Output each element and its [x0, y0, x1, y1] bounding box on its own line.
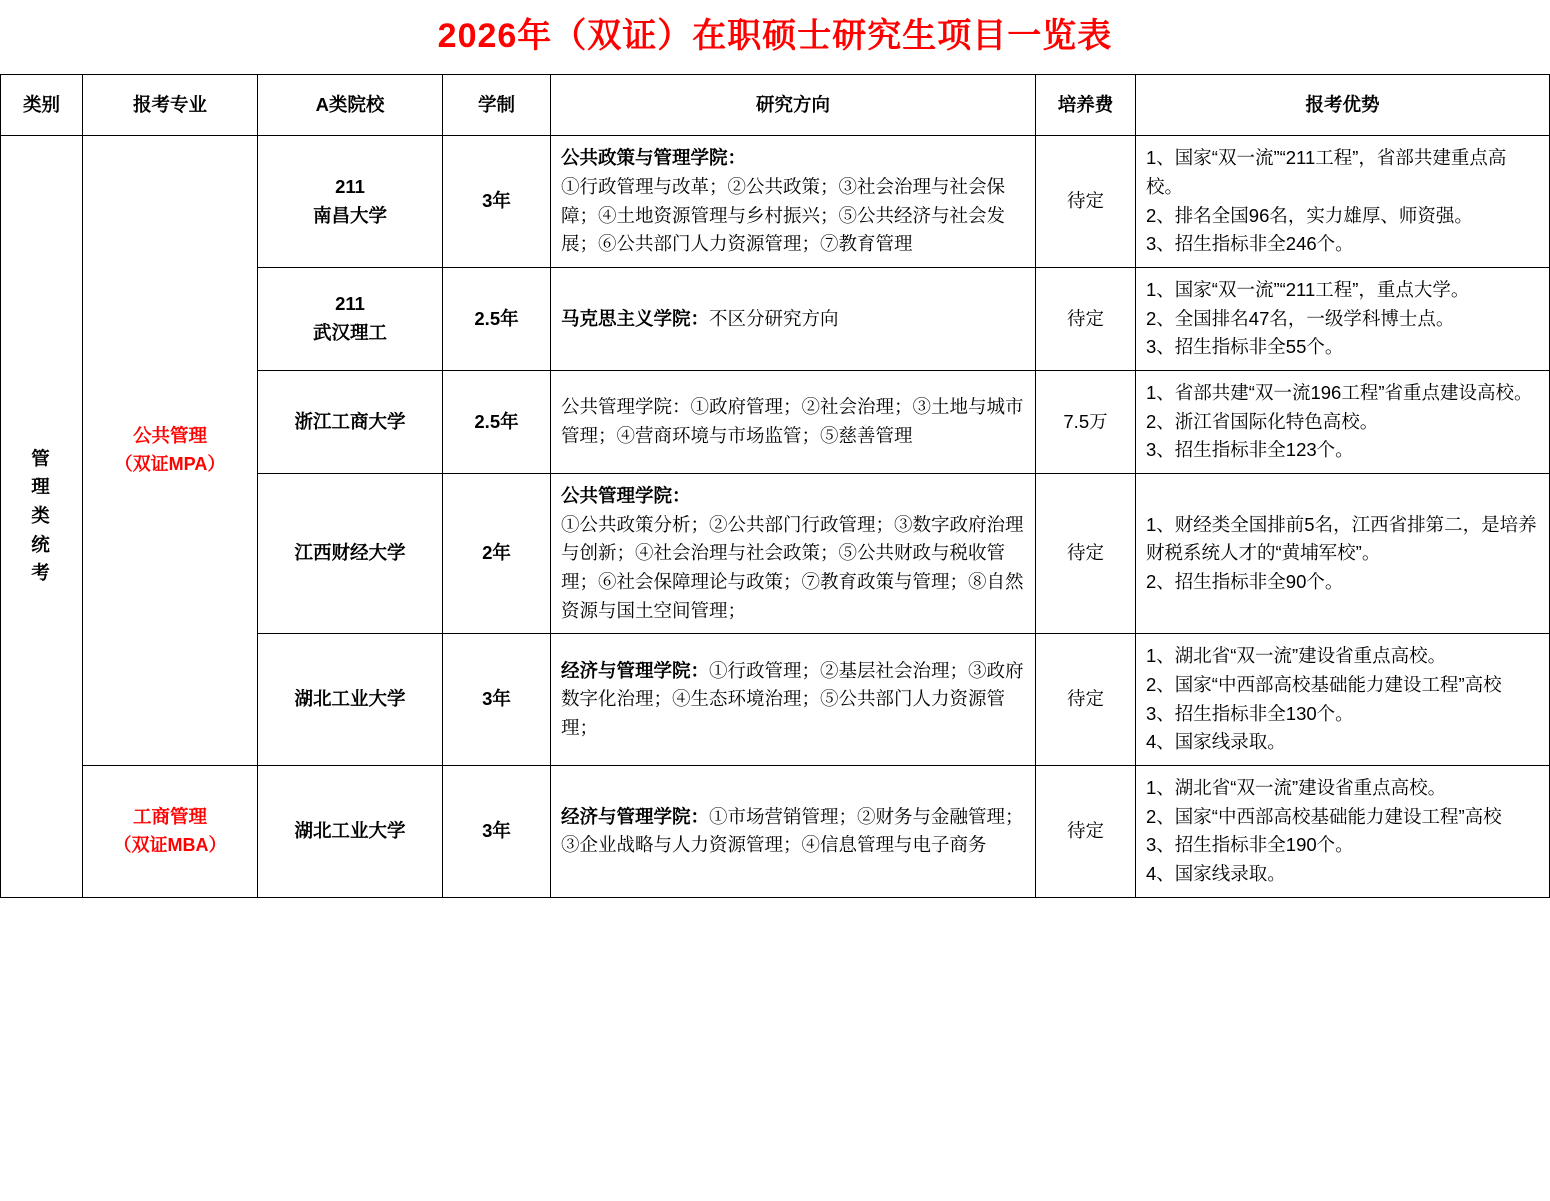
school-cell: 江西财经大学	[258, 473, 443, 633]
school-cell	[258, 136, 443, 268]
duration-cell: 3年	[443, 634, 551, 766]
advantage-line: 2、浙江省国际化特色高校。	[1146, 410, 1379, 432]
school-cell: 湖北工业大学	[258, 765, 443, 897]
column-header-school: A类院校	[258, 75, 443, 136]
direction-body: ①公共政策分析；②公共部门行政管理；③数字政府治理与创新；④社会治理与社会政策；⑤公共财政与税收管理；⑥社会保障理论与政策；⑦教育政策与管理；⑧自然资源与国土空间管理；	[561, 513, 1024, 621]
table-header	[1, 75, 1550, 136]
advantage-line: 3、招生指标非全123个。	[1146, 439, 1354, 461]
category-cell	[1, 136, 83, 897]
direction-cell	[551, 765, 1036, 897]
direction-cell	[551, 267, 1036, 370]
advantages-cell	[1136, 765, 1550, 897]
advantage-line: 1、湖北省“双一流”建设省重点高校。	[1146, 776, 1447, 798]
advantages-cell	[1136, 473, 1550, 633]
page-title: 2026年（双证）在职硕士研究生项目一览表	[437, 17, 1113, 55]
direction-body: ①行政管理；②基层社会治理；③政府数字化治理；④生态环境治理；⑤公共部门人力资源管理；	[561, 659, 1024, 738]
advantage-line: 3、招生指标非全190个。	[1146, 834, 1354, 856]
major-name: 工商管理	[132, 806, 207, 828]
school-cell	[258, 267, 443, 370]
tuition-cell: 待定	[1036, 267, 1136, 370]
direction-body: 不区分研究方向	[709, 307, 839, 329]
column-header-advantages: 报考优势	[1136, 75, 1550, 136]
advantage-line: 1、国家“双一流”“211工程”，重点大学。	[1146, 278, 1470, 300]
direction-lead: 经济与管理学院：	[561, 805, 710, 827]
table-row	[1, 765, 1550, 897]
duration-cell: 2.5年	[443, 267, 551, 370]
column-header-major: 报考专业	[83, 75, 258, 136]
school-name: 南昌大学	[312, 204, 387, 226]
advantages-cell	[1136, 267, 1550, 370]
school-tag: 211	[335, 175, 365, 197]
tuition-cell: 待定	[1036, 473, 1136, 633]
advantage-line: 3、招生指标非全55个。	[1146, 336, 1344, 358]
direction-lead: 经济与管理学院：	[561, 659, 710, 681]
advantage-line: 3、招生指标非全130个。	[1146, 702, 1354, 724]
advantage-line: 2、排名全国96名，实力雄厚、师资强。	[1146, 204, 1473, 226]
tuition-cell: 待定	[1036, 136, 1136, 268]
table-header-row	[1, 75, 1550, 136]
direction-cell: 公共管理学院：①政府管理；②社会治理；③土地与城市管理；④营商环境与市场监管；⑤慈善管理	[551, 370, 1036, 473]
direction-lead: 公共政策与管理学院：	[561, 147, 747, 169]
category-label: 管理类统考	[31, 447, 52, 584]
major-subtitle: （双证MBA）	[113, 834, 227, 855]
programs-table	[0, 74, 1550, 897]
table-row	[1, 136, 1550, 268]
major-name: 公共管理	[132, 425, 207, 447]
advantage-line: 1、省部共建“双一流196工程”省重点建设高校。	[1146, 381, 1533, 403]
advantage-line: 1、国家“双一流”“211工程”，省部共建重点高校。	[1146, 147, 1507, 197]
duration-cell: 2.5年	[443, 370, 551, 473]
column-header-category: 类别	[1, 75, 83, 136]
direction-body: ①市场营销管理；②财务与金融管理；③企业战略与人力资源管理；④信息管理与电子商务	[561, 805, 1024, 856]
advantage-line: 1、湖北省“双一流”建设省重点高校。	[1146, 645, 1447, 667]
column-header-duration: 学制	[443, 75, 551, 136]
school-cell: 湖北工业大学	[258, 634, 443, 766]
advantage-line: 4、国家线录取。	[1146, 731, 1286, 753]
table-body	[1, 136, 1550, 897]
advantage-line: 2、国家“中西部高校基础能力建设工程”高校	[1146, 673, 1502, 695]
tuition-cell: 7.5万	[1036, 370, 1136, 473]
school-name: 武汉理工	[312, 321, 387, 343]
advantage-line: 3、招生指标非全246个。	[1146, 233, 1354, 255]
direction-cell	[551, 136, 1036, 268]
tuition-cell: 待定	[1036, 765, 1136, 897]
advantage-line: 2、全国排名47名，一级学科博士点。	[1146, 307, 1455, 329]
advantage-line: 1、财经类全国排前5名，江西省排第二，是培养财税系统人才的“黄埔军校”。	[1146, 513, 1537, 564]
school-tag: 211	[335, 293, 365, 315]
direction-lead: 公共管理学院：	[561, 484, 691, 506]
advantage-line: 2、国家“中西部高校基础能力建设工程”高校	[1146, 805, 1502, 827]
direction-cell	[551, 634, 1036, 766]
major-cell-mba	[83, 765, 258, 897]
duration-cell: 3年	[443, 136, 551, 268]
tuition-cell: 待定	[1036, 634, 1136, 766]
advantage-line: 4、国家线录取。	[1146, 862, 1286, 884]
direction-cell	[551, 473, 1036, 633]
advantages-cell	[1136, 634, 1550, 766]
duration-cell: 2年	[443, 473, 551, 633]
duration-cell: 3年	[443, 765, 551, 897]
advantage-line: 2、招生指标非全90个。	[1146, 570, 1344, 592]
column-header-tuition: 培养费	[1036, 75, 1136, 136]
major-subtitle: （双证MPA）	[114, 453, 226, 474]
column-header-research-direction: 研究方向	[551, 75, 1036, 136]
direction-lead: 马克思主义学院：	[561, 307, 710, 329]
advantages-cell	[1136, 370, 1550, 473]
major-cell-mpa	[83, 136, 258, 766]
direction-body: ①行政管理与改革；②公共政策；③社会治理与社会保障；④土地资源管理与乡村振兴；⑤公共经济与社会发展；⑥公共部门人力资源管理；⑦教育管理	[561, 175, 1006, 255]
advantages-cell	[1136, 136, 1550, 268]
school-cell: 浙江工商大学	[258, 370, 443, 473]
